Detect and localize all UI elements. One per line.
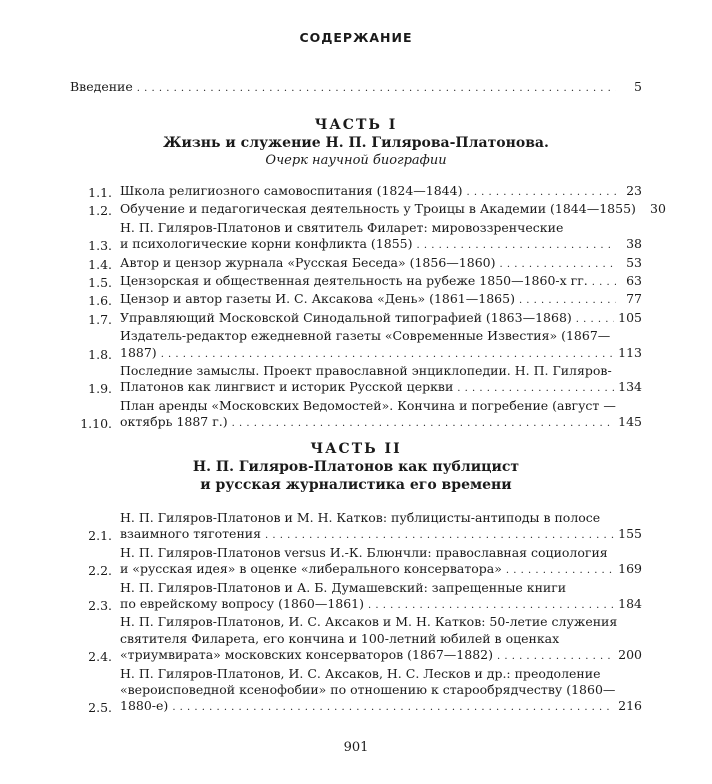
toc-entry (70, 220, 642, 255)
leader-dots (466, 183, 616, 201)
entry-title-line: по еврейскому вопросу (1860—1861) (120, 596, 365, 612)
entry-page: 200 (618, 647, 642, 663)
entry-title-line: Цензор и автор газеты И. С. Аксакова «День» (1861—1865) (120, 291, 515, 307)
leader-dots (232, 414, 615, 432)
leader-dots (265, 526, 614, 544)
entry-page: 169 (618, 561, 642, 577)
toc-entry-intro (70, 79, 642, 94)
toc-entry (70, 183, 642, 201)
entry-page: 53 (626, 254, 642, 270)
entry-title-line: Н. П. Гиляров-Платонов, И. С. Аксаков и М. Н. Катков: 50-летие служения (120, 614, 618, 630)
entry-page: 216 (618, 698, 642, 714)
entry-title-line: 1880-е) (120, 698, 169, 714)
leader-dots (368, 596, 614, 614)
entry-number: 2.3. (88, 598, 112, 614)
entry-page: 145 (618, 414, 642, 430)
toc-entry (70, 510, 642, 545)
entry-title-line: Издатель-редактор ежедневной газеты «Современные Известия» (1867— (120, 328, 611, 344)
leader-dots (457, 379, 614, 397)
leader-dots (172, 698, 614, 716)
entry-title-line: Последние замыслы. Проект православной энциклопедии. Н. П. Гиляров- (120, 363, 612, 379)
entry-number: 1.2. (88, 203, 112, 219)
part2-toc (70, 510, 642, 717)
toc-entry (70, 614, 642, 665)
part2-title-line2: и русская журналистика его времени (200, 477, 512, 493)
entry-page: 134 (618, 379, 642, 395)
entry-title-line: и психологические корни конфликта (1855) (120, 236, 413, 252)
toc-entry (70, 363, 642, 398)
entry-page: 23 (626, 183, 642, 198)
toc-entry (70, 273, 642, 291)
entry-number: 1.3. (88, 238, 112, 254)
toc-entry (70, 398, 642, 433)
part1-header (0, 116, 712, 170)
toc-entry (70, 291, 642, 309)
entry-title-line: Обучение и педагогическая деятельность у Троицы в Академии (1844—1855) (120, 201, 636, 217)
toc-entry (70, 666, 642, 717)
page-title: СОДЕРЖАНИЕ (299, 30, 413, 45)
entry-title-line: «вероисповедной ксенофобии» по отношению к старообрядчеству (1860— (120, 682, 616, 698)
intro-title: Введение (70, 79, 133, 94)
entry-title-line: Управляющий Московской Синодальной типографией (1863—1868) (120, 309, 572, 325)
leader-dots (576, 310, 614, 328)
part1-title: Жизнь и служение Н. П. Гилярова-Платонова. (163, 135, 549, 151)
entry-title-line: Н. П. Гиляров-Платонов versus И.-К. Блюнчли: православная социология (120, 544, 608, 560)
entry-number: 1.9. (88, 381, 112, 397)
entry-number: 2.1. (88, 528, 112, 544)
entry-title-line: октябрь 1887 г.) (120, 414, 228, 430)
entry-title-line: Н. П. Гиляров-Платонов и А. Б. Думашевский: запрещенные книги (120, 579, 567, 595)
toc-entry (70, 580, 642, 615)
entry-page: 105 (618, 309, 642, 325)
leader-dots (137, 79, 616, 94)
entry-title-line: Цензорская и общественная деятельность на рубеже 1850—1860-х гг. (120, 273, 588, 289)
toc-entry (70, 545, 642, 580)
entry-title-line: 1887) (120, 344, 157, 360)
entry-title-line: Школа религиозного самовоспитания (1824—1844) (120, 183, 463, 198)
leader-dots (499, 255, 616, 273)
entry-number: 1.4. (88, 256, 112, 272)
entry-title-line: взаимного тяготения (120, 526, 262, 542)
entry-page: 38 (626, 236, 642, 252)
entry-page: 184 (618, 596, 642, 612)
entry-number: 1.8. (88, 346, 112, 362)
entry-number: 1.1. (88, 185, 112, 200)
entry-title-line: Платонов как лингвист и историк Русской церкви (120, 379, 454, 395)
entry-page: 113 (618, 344, 642, 360)
entry-number: 1.10. (80, 416, 112, 432)
leader-dots (592, 273, 616, 291)
entry-title-line: Н. П. Гиляров-Платонов и М. Н. Катков: публицисты-антиподы в полосе (120, 510, 601, 525)
entry-title-line: святителя Филарета, его кончина и 100-летний юбилей в оценках (120, 630, 560, 646)
entry-number: 2.2. (88, 563, 112, 579)
leader-dots (417, 236, 617, 254)
part2-header (0, 440, 712, 494)
entry-title-line: План аренды «Московских Ведомостей». Кончина и погребение (август — (120, 397, 616, 413)
entry-title-line: и «русская идея» в оценке «либерального консерватора» (120, 561, 502, 577)
entry-number: 1.5. (88, 275, 112, 291)
part1-subtitle: Очерк научной биографии (265, 153, 447, 168)
entry-number: 1.7. (88, 311, 112, 327)
part2-label: ЧАСТЬ II (310, 441, 402, 457)
intro-page: 5 (634, 79, 642, 94)
toc-entry (70, 310, 642, 328)
entry-title-line: «триумвирата» московских консерваторов (1867—1882) (120, 647, 493, 663)
entry-page: 155 (618, 526, 642, 542)
entry-number: 1.6. (88, 293, 112, 309)
leader-dots (497, 647, 614, 665)
toc-entry (70, 201, 666, 219)
entry-number: 2.4. (88, 649, 112, 665)
leader-dots (519, 291, 616, 309)
entry-title-line: Н. П. Гиляров-Платонов, И. С. Аксаков, Н. С. Лесков и др.: преодоление (120, 665, 601, 681)
toc-entry (70, 255, 642, 273)
part1-toc (70, 183, 666, 433)
entry-title-line: Н. П. Гиляров-Платонов и святитель Филарет: мировоззренческие (120, 219, 564, 235)
part1-label: ЧАСТЬ I (314, 117, 398, 133)
entry-number: 2.5. (88, 700, 112, 716)
entry-title-line: Автор и цензор журнала «Русская Беседа» (1856—1860) (120, 254, 496, 270)
page-number: 901 (343, 740, 369, 755)
entry-page: 77 (626, 291, 642, 307)
leader-dots (161, 345, 614, 363)
toc-entry (70, 328, 642, 363)
entry-page: 30 (650, 201, 666, 217)
leader-dots (506, 561, 614, 579)
part2-title-line1: Н. П. Гиляров-Платонов как публицист (192, 459, 520, 475)
entry-page: 63 (626, 273, 642, 289)
